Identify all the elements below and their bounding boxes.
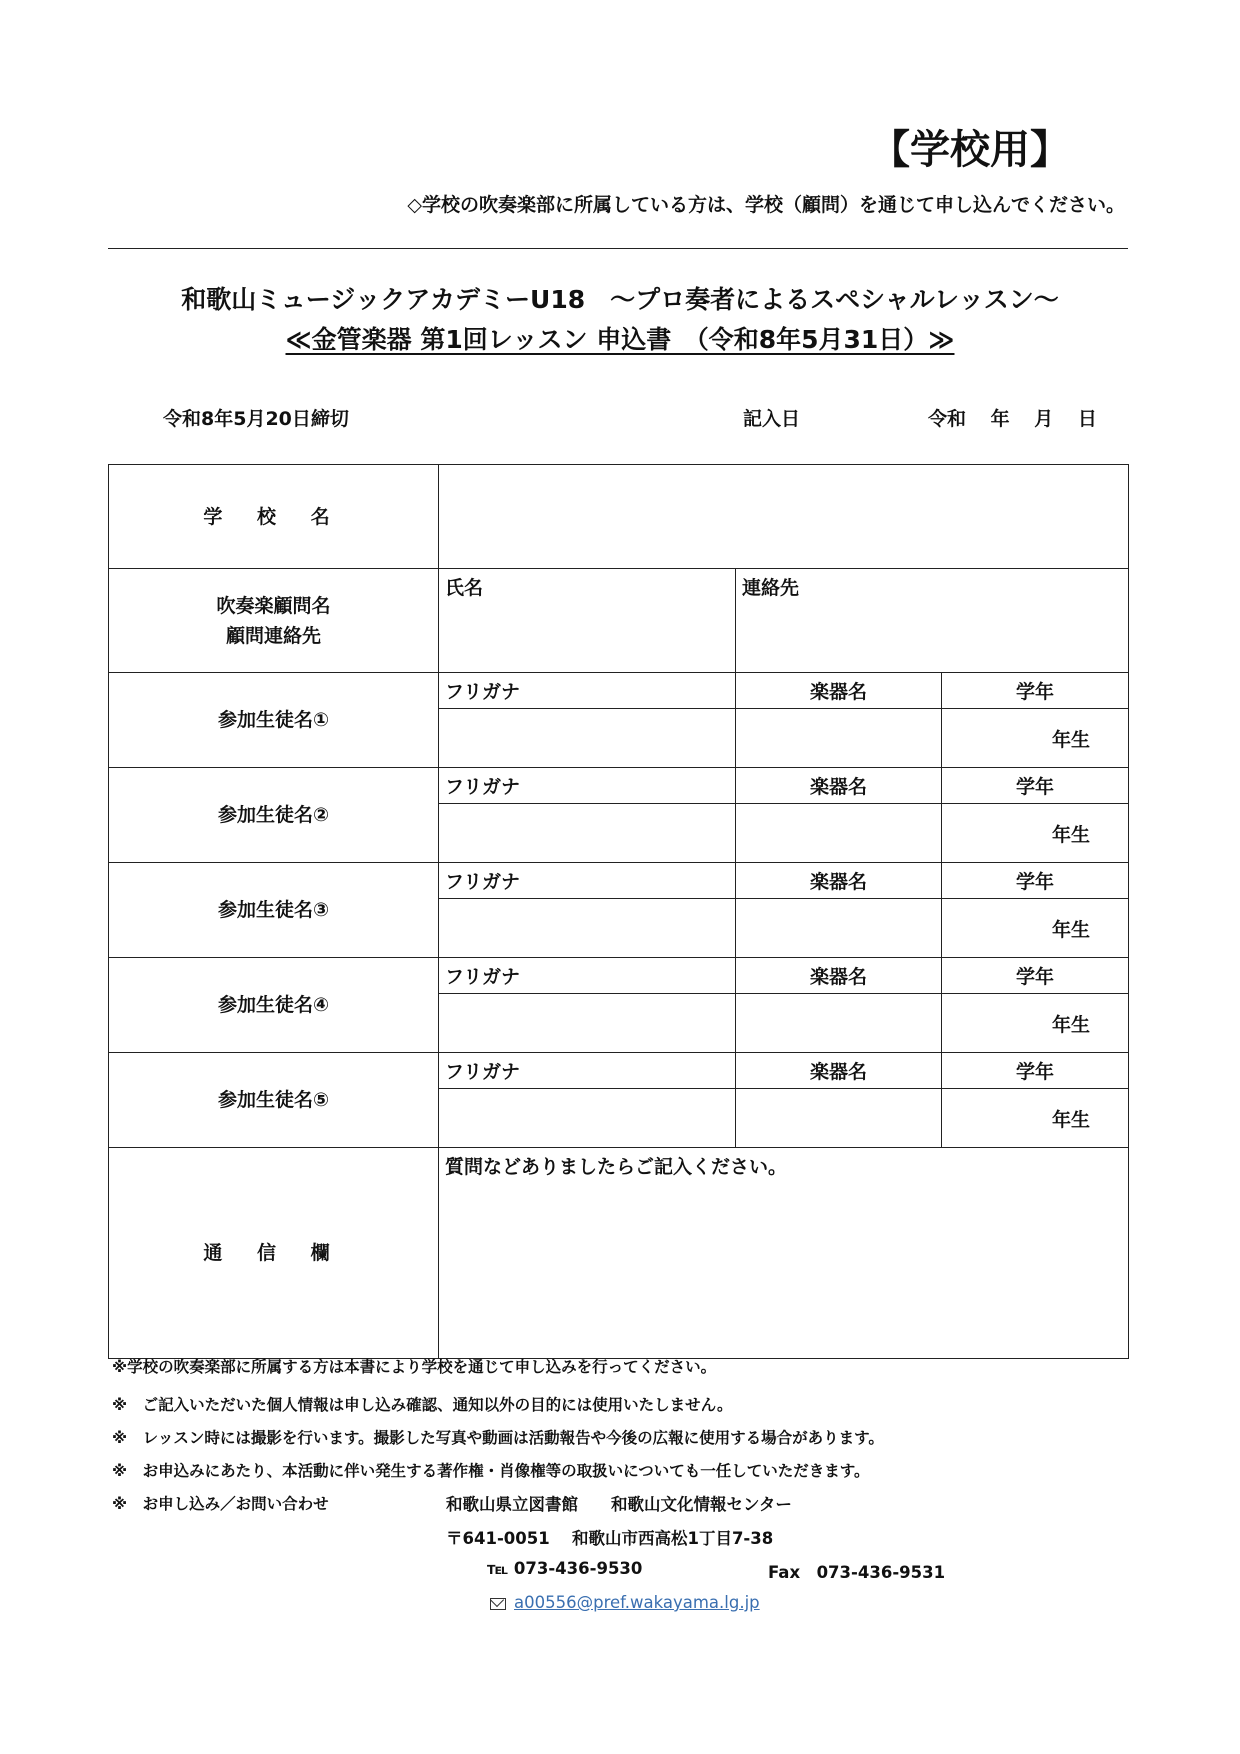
participant-1-label: 参加生徒名①	[109, 673, 439, 768]
furigana-label: フリガナ	[445, 966, 521, 988]
grade-suffix: 年生	[1052, 823, 1091, 846]
contact-organization: 和歌山県立図書館 和歌山文化情報センター	[446, 1495, 792, 1514]
entry-date-label: 記入日	[743, 408, 801, 430]
grade-label: 学年	[1016, 966, 1055, 988]
participant-2-instrument-label	[736, 768, 942, 804]
participant-4-top-row	[109, 958, 1129, 994]
advisor-name-label: 吹奏楽顧問名	[216, 594, 331, 617]
contact-label: ※ お申し込み／お問い合わせ	[112, 1495, 329, 1513]
participant-2-instrument-field[interactable]	[736, 804, 942, 863]
participant-5-label: 参加生徒名⑤	[109, 1053, 439, 1148]
participant-1-top-row	[109, 673, 1129, 709]
footer-note-4: ※ お申込みにあたり、本活動に伴い発生する著作権・肖像権等の取扱いについても一任していただきます。	[112, 1462, 870, 1480]
participant-3-furigana-field[interactable]	[439, 863, 736, 899]
advisor-name-field[interactable]	[439, 569, 736, 673]
school-row	[109, 465, 1129, 569]
school-application-note: ◇学校の吹奏楽部に所属している方は、学校（顧問）を通じて申し込んでください。	[407, 194, 1125, 216]
participant-1-grade-field[interactable]	[942, 709, 1129, 768]
participant-4-grade-label	[942, 958, 1129, 994]
instrument-label: 楽器名	[809, 966, 867, 988]
comment-prompt: 質問などありましたらご記入ください。	[445, 1156, 788, 1178]
application-form-table	[108, 464, 1129, 1359]
advisor-contact-label: 顧問連絡先	[225, 624, 321, 647]
participant-5-grade-field[interactable]	[942, 1089, 1129, 1148]
grade-label: 学年	[1016, 1061, 1055, 1083]
participant-2-grade-field[interactable]	[942, 804, 1129, 863]
participant-3-name-field[interactable]	[439, 899, 736, 958]
furigana-label: フリガナ	[445, 1061, 521, 1083]
comment-field[interactable]	[439, 1148, 1129, 1359]
grade-label: 学年	[1016, 776, 1055, 798]
participant-4-instrument-field[interactable]	[736, 994, 942, 1053]
participant-3-instrument-field[interactable]	[736, 899, 942, 958]
contact-address: 〒641-0051 和歌山市西高松1丁目7-38	[446, 1529, 774, 1548]
participant-3-grade-label	[942, 863, 1129, 899]
participant-5-grade-label	[942, 1053, 1129, 1089]
participant-1-furigana-field[interactable]	[439, 673, 736, 709]
participant-2-furigana-field[interactable]	[439, 768, 736, 804]
furigana-label: フリガナ	[445, 871, 521, 893]
participant-3-instrument-label	[736, 863, 942, 899]
instrument-label: 楽器名	[809, 871, 867, 893]
advisor-contact-field-label: 連絡先	[742, 577, 800, 599]
participant-1-instrument-label	[736, 673, 942, 709]
contact-email-link[interactable]: a00556@pref.wakayama.lg.jp	[514, 1593, 760, 1612]
furigana-label: フリガナ	[445, 681, 521, 703]
document-title: 和歌山ミュージックアカデミーU18 ～プロ奏者によるスペシャルレッスン～	[181, 285, 1059, 314]
document-type-label: 【学校用】	[870, 127, 1070, 173]
participant-2-label: 参加生徒名②	[109, 768, 439, 863]
grade-suffix: 年生	[1052, 1013, 1091, 1036]
participant-2-top-row	[109, 768, 1129, 804]
advisor-name-field-label: 氏名	[445, 577, 484, 599]
participant-5-name-field[interactable]	[439, 1089, 736, 1148]
participant-5-instrument-field[interactable]	[736, 1089, 942, 1148]
advisor-contact-field[interactable]	[736, 569, 1129, 673]
grade-suffix: 年生	[1052, 918, 1091, 941]
participant-2-name-field[interactable]	[439, 804, 736, 863]
comment-label-text: 通 信 欄	[203, 1242, 344, 1264]
deadline: 令和8年5月20日締切	[163, 408, 349, 430]
contact-email-row	[490, 1593, 760, 1612]
participant-5-instrument-label	[736, 1053, 942, 1089]
mail-icon	[490, 1598, 506, 1610]
grade-label: 学年	[1016, 871, 1055, 893]
school-name-label-text: 学 校 名	[203, 505, 344, 528]
comment-row	[109, 1148, 1129, 1359]
participant-3-top-row	[109, 863, 1129, 899]
entry-date-field[interactable]: 令和 年 月 日	[928, 408, 1097, 430]
participant-4-instrument-label	[736, 958, 942, 994]
participant-5-furigana-field[interactable]	[439, 1053, 736, 1089]
document-subtitle-text: ≪金管楽器 第1回レッスン 申込書 （令和8年5月31日）≫	[285, 325, 955, 354]
participant-1-name-field[interactable]	[439, 709, 736, 768]
participant-1-grade-label	[942, 673, 1129, 709]
participant-5-top-row	[109, 1053, 1129, 1089]
participant-3-grade-field[interactable]	[942, 899, 1129, 958]
furigana-label: フリガナ	[445, 776, 521, 798]
participant-1-instrument-field[interactable]	[736, 709, 942, 768]
instrument-label: 楽器名	[809, 776, 867, 798]
school-name-field[interactable]	[439, 465, 1129, 569]
participant-4-label: 参加生徒名④	[109, 958, 439, 1053]
footer-note-2: ※ ご記入いただいた個人情報は申し込み確認、通知以外の目的には使用いたしません。	[112, 1396, 733, 1414]
participant-4-name-field[interactable]	[439, 994, 736, 1053]
contact-tel: ℡ 073-436-9530	[487, 1559, 643, 1578]
grade-label: 学年	[1016, 681, 1055, 703]
footer-note-3: ※ レッスン時には撮影を行います。撮影した写真や動画は活動報告や今後の広報に使用する場合があります。	[112, 1429, 884, 1447]
participant-2-grade-label	[942, 768, 1129, 804]
instrument-label: 楽器名	[809, 681, 867, 703]
grade-suffix: 年生	[1052, 728, 1091, 751]
advisor-label	[109, 569, 439, 673]
instrument-label: 楽器名	[809, 1061, 867, 1083]
contact-fax: Fax 073-436-9531	[768, 1563, 946, 1582]
grade-suffix: 年生	[1052, 1108, 1091, 1131]
participant-3-label: 参加生徒名③	[109, 863, 439, 958]
document-subtitle	[0, 320, 1240, 356]
footer-note-1: ※学校の吹奏楽部に所属する方は本書により学校を通じて申し込みを行ってください。	[112, 1358, 717, 1376]
participant-4-grade-field[interactable]	[942, 994, 1129, 1053]
school-name-label	[109, 465, 439, 569]
advisor-row	[109, 569, 1129, 673]
participant-4-furigana-field[interactable]	[439, 958, 736, 994]
divider	[108, 248, 1128, 249]
comment-label	[109, 1148, 439, 1359]
